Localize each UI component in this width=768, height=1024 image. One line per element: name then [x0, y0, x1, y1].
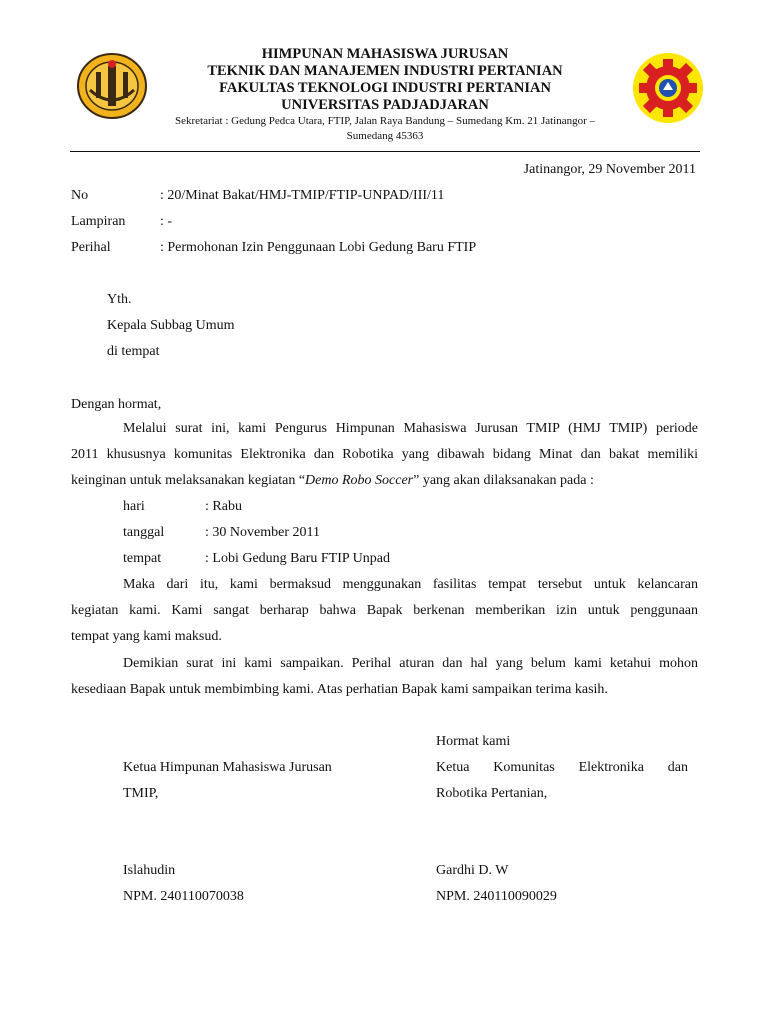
place-value: : Lobi Gedung Baru FTIP Unpad — [205, 551, 390, 566]
paragraph1-line3 — [71, 473, 594, 489]
left-signer-name: Islahudin — [123, 863, 176, 878]
university-name: UNIVERSITAS PADJADJARAN — [281, 97, 489, 113]
paragraph1-line1: Melalui surat ini, kami Pengurus Himpunan Mahasiswa Jurusan TMIP (HMJ TMIP) periode — [123, 421, 698, 436]
faculty-name: FAKULTAS TEKNOLOGI INDUSTRI PERTANIAN — [219, 80, 551, 96]
greeting: Dengan hormat, — [71, 397, 162, 412]
header-divider — [70, 151, 700, 152]
day-value: : Rabu — [205, 499, 242, 514]
left-signer-title-line2: TMIP, — [123, 786, 159, 801]
right-signer-npm: NPM. 240110090029 — [436, 889, 557, 904]
right-signer-title-line2: Robotika Pertanian, — [436, 786, 548, 801]
hmj-gear-logo — [632, 52, 704, 124]
paragraph1-line2: 2011 khususnya komunitas Elektronika dan Robotika yang dibawah bidang Minat dan bakat memiliki — [71, 447, 698, 462]
org-name-line1: HIMPUNAN MAHASISWA JURUSAN — [261, 46, 509, 62]
paragraph3-line2: kesediaan Bapak untuk membimbing kami. Atas perhatian Bapak kami sampaikan terima kasih. — [71, 682, 608, 697]
recipient-title: Kepala Subbag Umum — [107, 318, 235, 333]
left-signer-title-line1: Ketua Himpunan Mahasiswa Jurusan — [123, 760, 332, 775]
paragraph3-line1: Demikian surat ini kami sampaikan. Perihal aturan dan hal yang belum kami ketahui mohon — [123, 656, 698, 671]
letter-number: : 20/Minat Bakat/HMJ-TMIP/FTIP-UNPAD/III/11 — [160, 188, 445, 203]
secretariat-address-line2: Sumedang 45363 — [346, 130, 424, 142]
left-signer-npm: NPM. 240110070038 — [123, 889, 244, 904]
paragraph1-line3-end: ” yang akan dilaksanakan pada : — [413, 473, 594, 488]
attachment-value: : - — [160, 214, 173, 229]
recipient-location: di tempat — [107, 344, 160, 359]
date-label: tanggal — [123, 525, 165, 540]
university-logo — [76, 50, 148, 122]
attachment-label: Lampiran — [71, 214, 126, 229]
place-label: tempat — [123, 551, 162, 566]
number-label: No — [71, 188, 89, 203]
right-signer-name: Gardhi D. W — [436, 863, 509, 878]
paragraph2-line1: Maka dari itu, kami bermaksud menggunakan fasilitas tempat tersebut untuk kelancaran — [123, 577, 698, 592]
paragraph2-line2: kegiatan kami. Kami sangat berharap bahwa Bapak berkenan memberikan izin untuk penggunaan — [71, 603, 698, 618]
subject-value: : Permohonan Izin Penggunaan Lobi Gedung Baru FTIP — [160, 240, 477, 255]
secretariat-address-line1: Sekretariat : Gedung Pedca Utara, FTIP, Jalan Raya Bandung – Sumedang Km. 21 Jatinangor – — [174, 115, 596, 127]
org-name-line2: TEKNIK DAN MANAJEMEN INDUSTRI PERTANIAN — [207, 63, 563, 79]
closing-text: Hormat kami — [436, 734, 511, 749]
paragraph1-line3-start: keinginan untuk melaksanakan kegiatan “ — [71, 473, 306, 488]
event-name: Demo Robo Soccer — [305, 473, 414, 488]
date-value: : 30 November 2011 — [205, 525, 320, 540]
subject-label: Perihal — [71, 240, 111, 255]
letter-date: Jatinangor, 29 November 2011 — [523, 162, 696, 177]
recipient-salutation: Yth. — [107, 292, 132, 307]
day-label: hari — [123, 499, 145, 514]
right-signer-title-line1: Ketua Komunitas Elektronika dan — [436, 760, 688, 775]
paragraph2-line3: tempat yang kami maksud. — [71, 629, 222, 644]
